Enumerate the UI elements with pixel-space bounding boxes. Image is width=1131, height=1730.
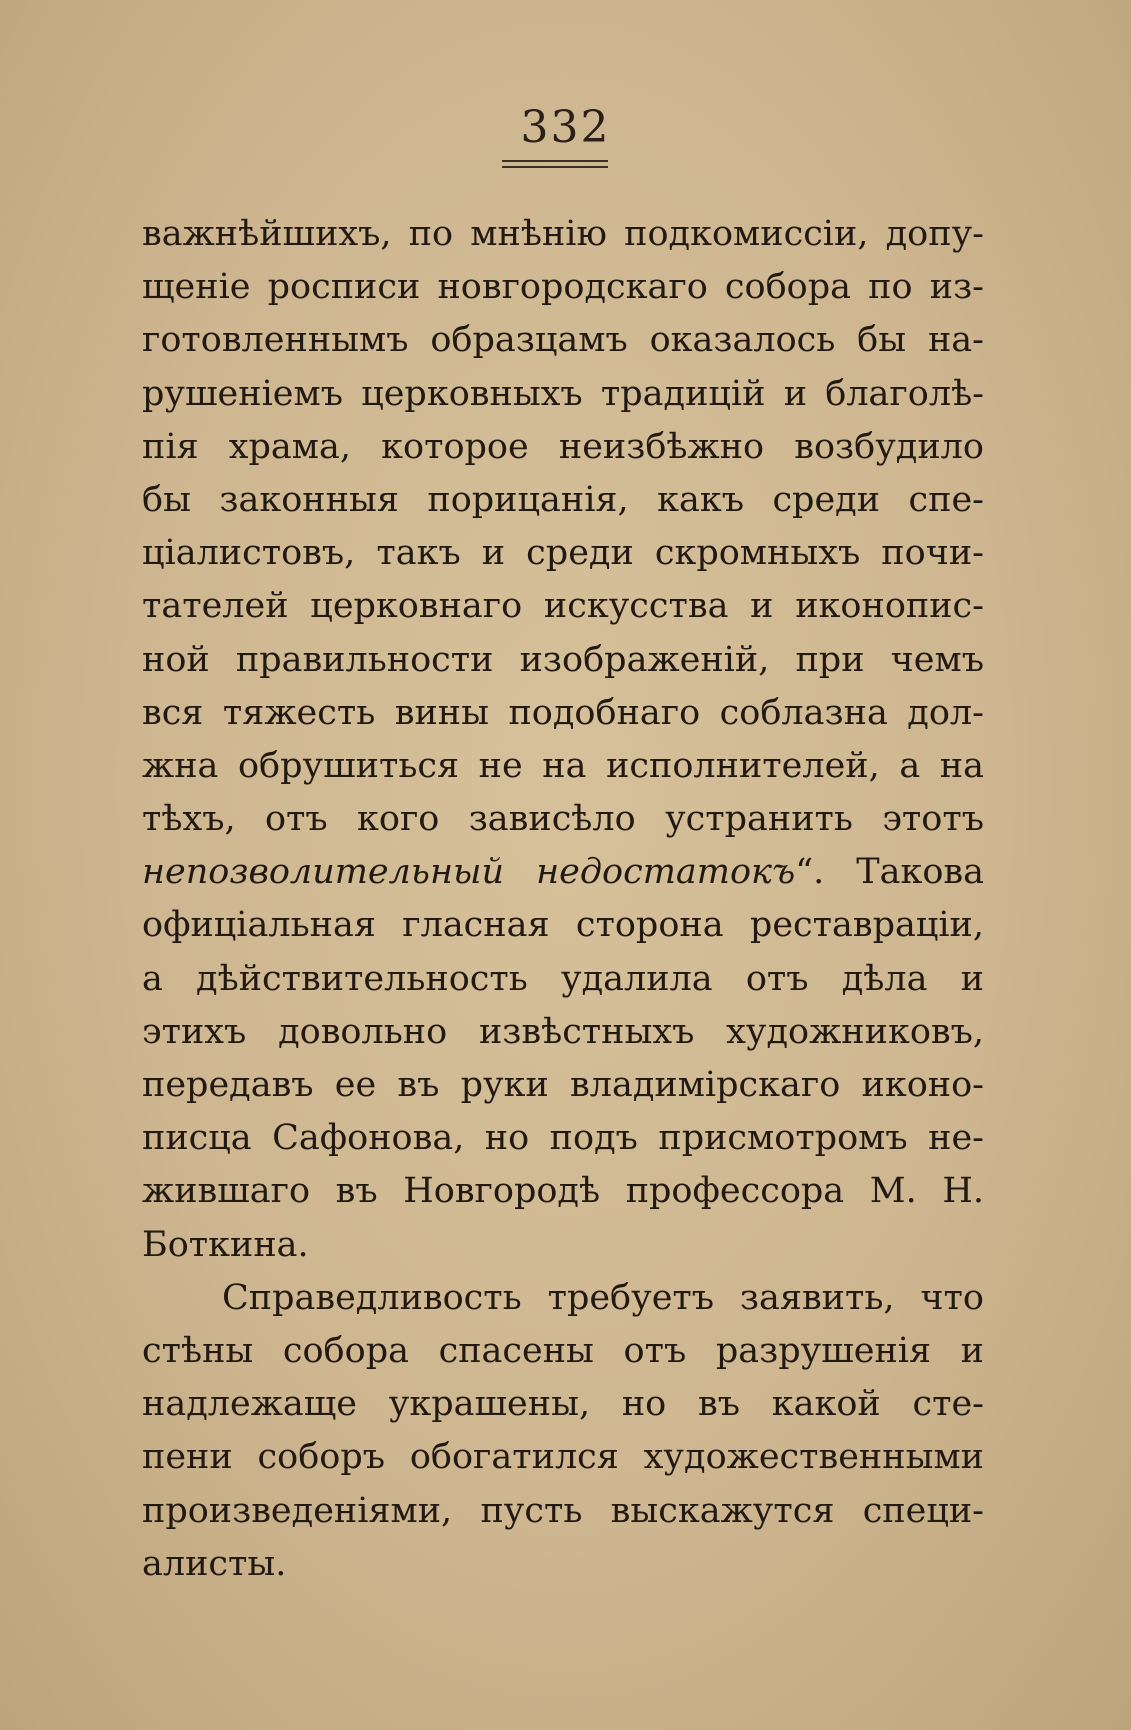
text-line: стѣны собора спасены отъ разрушенія и [142, 1330, 984, 1371]
text-line: а дѣйствительность удалила отъ дѣла и [142, 958, 984, 999]
text-line: алисты. [142, 1543, 287, 1584]
text-line: ной правильности изображеній, при чемъ [142, 639, 984, 680]
text-line: произведеніями, пусть выскажутся специ- [142, 1490, 984, 1531]
text-line: важнѣйшихъ, по мнѣнію подкомиссіи, допу- [142, 214, 984, 254]
text-line: пія храма, которое неизбѣжно возбудило [142, 426, 984, 467]
text-line-italic [142, 846, 984, 899]
text-line: надлежаще украшены, но въ какой сте- [142, 1384, 984, 1425]
text-line: жна обрушиться не на исполнителей, а на [142, 745, 984, 786]
text-line: бы законныя порицанія, какъ среди спе- [142, 479, 984, 520]
text-line: тѣхъ, отъ кого зависѣло устранить этотъ [142, 799, 984, 840]
text-line: офиціальная гласная сторона реставраціи, [142, 905, 984, 946]
text-line: Боткина. [142, 1224, 309, 1265]
text-line: тателей церковнаго искусства и иконопис- [142, 586, 984, 627]
page-number: 332 [520, 102, 611, 153]
text-line: ціалистовъ, такъ и среди скромныхъ почи- [142, 533, 984, 574]
text-line: жившаго въ Новгородѣ профессора М. Н. [142, 1171, 984, 1212]
text-line: рушеніемъ церковныхъ традицій и благолѣ- [142, 373, 984, 414]
text-line: готовленнымъ образцамъ оказалось бы на- [142, 320, 984, 361]
text-line: вся тяжесть вины подобнаго соблазна дол- [142, 692, 984, 733]
text-line: щеніе росписи новгородскаго собора по из- [142, 267, 984, 308]
text-line: этихъ довольно извѣстныхъ художниковъ, [142, 1011, 984, 1052]
header-rule-top [502, 160, 608, 162]
italic-line-rest: “. Такова [795, 852, 984, 893]
text-line: Справедливость требуетъ заявить, что [222, 1277, 984, 1318]
italic-phrase: непозволительный недостатокъ [142, 852, 796, 893]
body-text [142, 208, 984, 1591]
text-line: передавъ ее въ руки владимірскаго иконо- [142, 1065, 984, 1105]
header-rule-bottom [502, 166, 608, 168]
text-line: писца Сафонова, но подъ присмотромъ не- [142, 1118, 984, 1159]
text-line: пени соборъ обогатился художественными [142, 1437, 984, 1478]
